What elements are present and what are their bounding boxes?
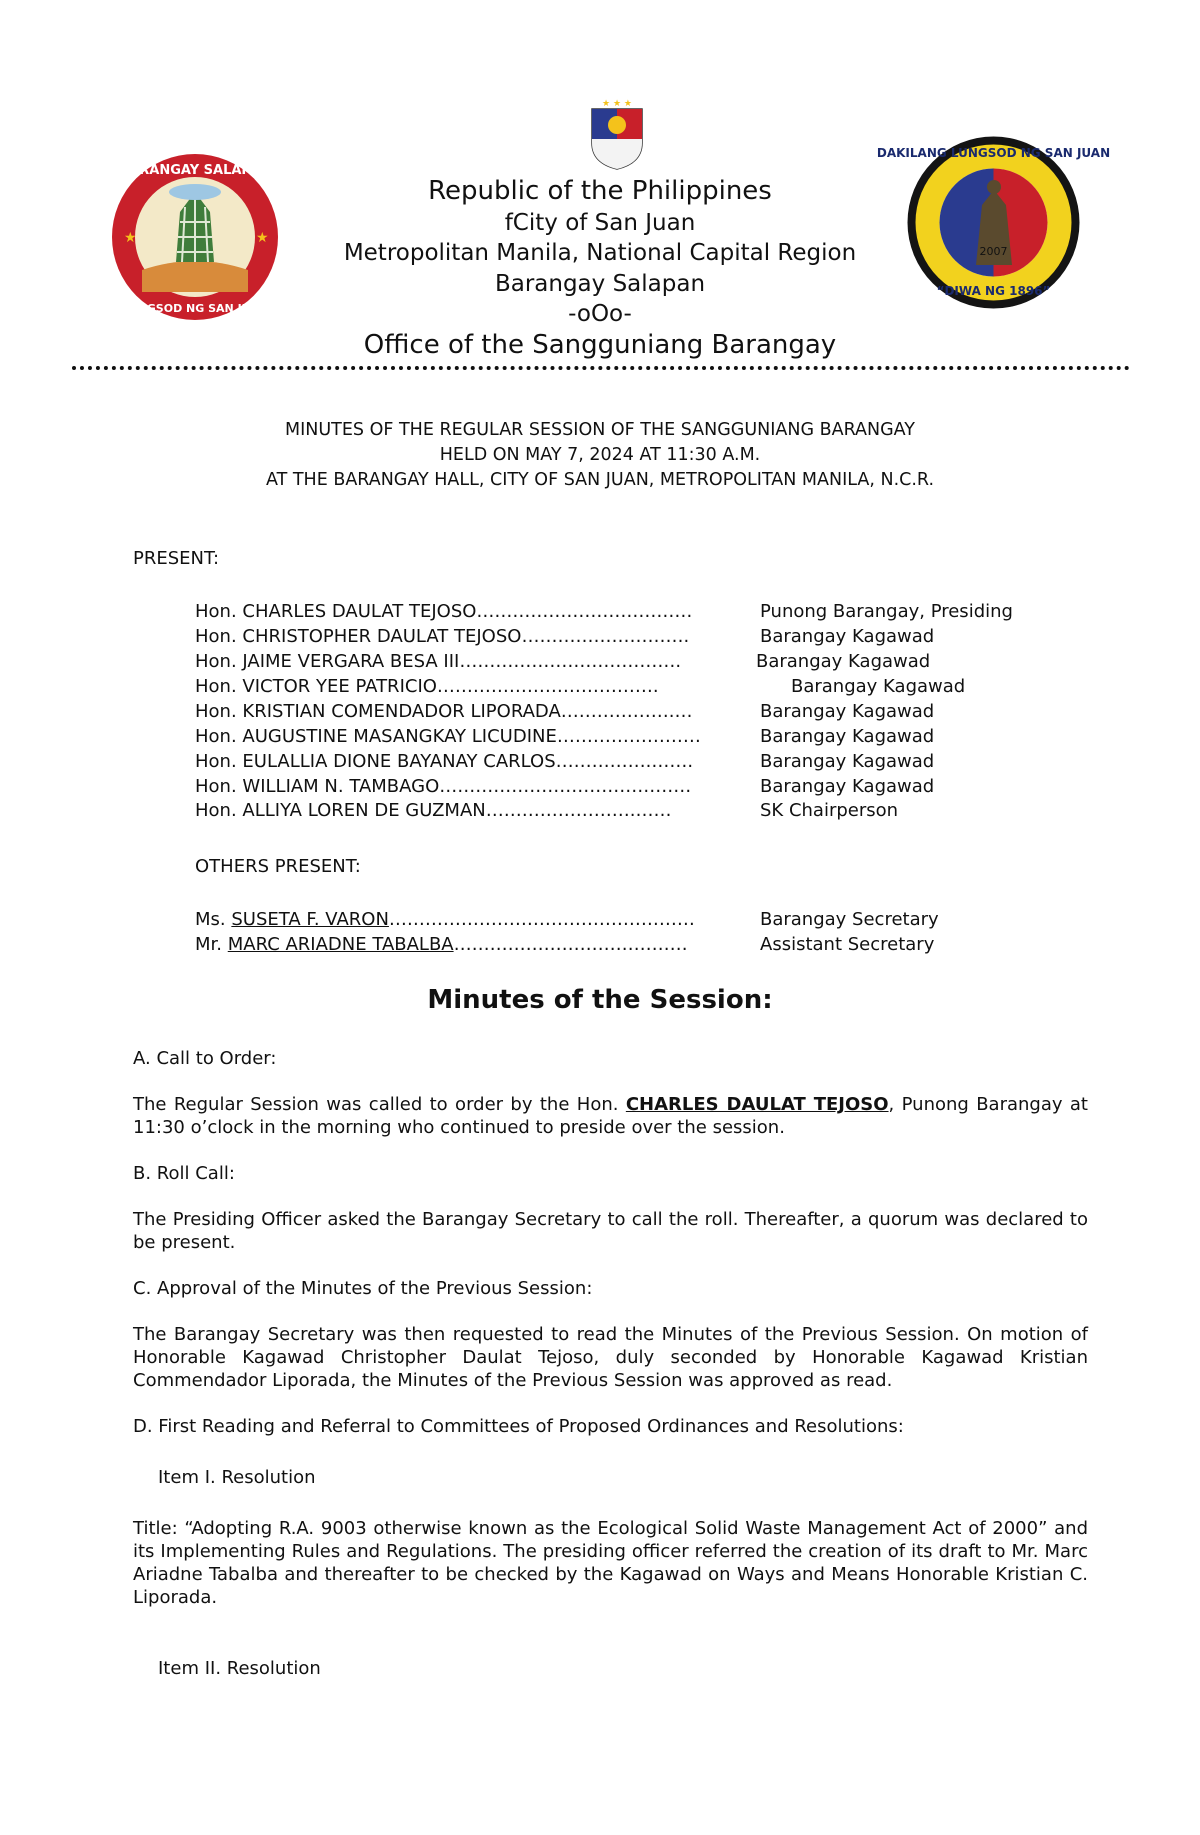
svg-text:★: ★ [256,230,269,246]
header-divider [72,366,1130,370]
member-role: Barangay Kagawad [760,776,935,797]
member-role: Barangay Kagawad [760,701,935,722]
section-b-text: The Presiding Officer asked the Barangay Secretary to call the roll. Thereafter, a quorum was declared to be present. [133,1209,1088,1253]
item-1-text: Title: “Adopting R.A. 9003 otherwise known as the Ecological Solid Waste Management Act of 2000” and its Implementing Rules and Regulations. The presiding officer referred the creation of its draft to Mr. Marc Ariadne Tabalba and thereafter to be checked by the Kagawad on Ways and Means Honorable Kristian C. Liporada. [133,1518,1088,1608]
member-role: Barangay Kagawad [760,726,935,747]
header-separator: -oOo- [568,301,632,327]
member-name: Hon. CHARLES DAULAT TEJOSO……………………………… [195,601,693,622]
member-name: Hon. ALLIYA LOREN DE GUZMAN…………………….…… [195,800,672,821]
section-c-heading: C. Approval of the Minutes of the Previous Session: [133,1278,593,1299]
minutes-title-line-2: HELD ON MAY 7, 2024 AT 11:30 A.M. [439,445,761,465]
list-item [195,651,1095,675]
header-region: Metropolitan Manila, National Capital Region [343,240,857,266]
header-office: Office of the Sangguniang Barangay [363,330,837,360]
header-barangay: Barangay Salapan [494,271,706,297]
list-item [195,751,1095,775]
list-item [195,726,1095,750]
svg-text:BARANGAY SALAPAN: BARANGAY SALAPAN [119,163,271,178]
present-label: PRESENT: [133,548,220,569]
member-role: Barangay Kagawad [760,751,935,772]
member-name: Hon. KRISTIAN COMENDADOR LIPORADA……………….… [195,701,693,722]
svg-text:LUNGSOD NG SAN JUAN: LUNGSOD NG SAN JUAN [122,302,268,315]
list-item [195,626,1095,650]
item-1-heading: Item I. Resolution [158,1467,316,1488]
section-a-text: The Regular Session was called to order by the Hon. CHARLES DAULAT TEJOSO, Punong Barangay at 11:30 o’clock in the morning who continued to preside over the session. [133,1094,1088,1138]
list-item [195,601,1095,625]
others-present-label: OTHERS PRESENT: [195,856,361,877]
svg-text:★: ★ [124,230,137,246]
list-item [195,934,1095,958]
member-role: Barangay Secretary [760,909,939,930]
member-role: Barangay Kagawad [760,626,935,647]
minutes-title-line-3: AT THE BARANGAY HALL, CITY OF SAN JUAN, METROPOLITAN MANILA, N.C.R. [265,470,935,490]
member-role: Assistant Secretary [760,934,935,955]
member-name: Hon. CHRISTOPHER DAULAT TEJOSO………………………. [195,626,690,647]
header-city: fCity of San Juan [504,210,696,236]
philippine-seal [584,95,650,171]
svg-text:★ ★ ★: ★ ★ ★ [602,99,632,109]
session-title: Minutes of the Session: [427,985,773,1015]
minutes-title-line-1: MINUTES OF THE REGULAR SESSION OF THE SANGGUNIANG BARANGAY [285,420,915,440]
item-2-heading: Item II. Resolution [158,1658,321,1679]
member-name: Hon. JAIME VERGARA BESA III………………………………. [195,651,682,672]
section-b-heading: B. Roll Call: [133,1163,235,1184]
header-country: Republic of the Philippines [428,176,772,206]
list-item [195,909,1095,933]
member-name: Hon. WILLIAM N. TAMBAGO…………………………………… [195,776,692,797]
section-a-heading: A. Call to Order: [133,1048,277,1069]
section-d-heading: D. First Reading and Referral to Committees of Proposed Ordinances and Resolutions: [133,1416,904,1437]
member-role: SK Chairperson [760,800,899,821]
member-role: Barangay Kagawad [756,651,931,672]
svg-text:2007: 2007 [979,245,1008,258]
svg-text:DAKILANG LUNGSOD NG SAN JUAN: DAKILANG LUNGSOD NG SAN JUAN [876,146,1111,160]
list-item [195,701,1095,725]
member-name: Hon. VICTOR YEE PATRICIO………………………………. [195,676,659,697]
member-name: Hon. EULALLIA DIONE BAYANAY CARLOS…………….……. [195,751,694,772]
list-item [195,676,1095,700]
list-item [195,800,1095,824]
member-role: Barangay Kagawad [791,676,966,697]
member-role: Punong Barangay, Presiding [760,601,1013,622]
member-name: Mr. MARC ARIADNE TABALBA………………………………… [195,934,688,955]
svg-text:“DIWA NG 1896”: “DIWA NG 1896” [936,284,1051,298]
section-c-text: The Barangay Secretary was then requested to read the Minutes of the Previous Session. On motion of Honorable Kagawad Christopher Daulat Tejoso, duly seconded by Honorable Kagawad Kristian Commendador Liporada, the Minutes of the Previous Session was approved as read. [133,1324,1088,1391]
member-name: Hon. AUGUSTINE MASANGKAY LICUDINE…………………… [195,726,701,747]
list-item [195,776,1095,800]
member-name: Ms. SUSETA F. VARON…………………………………………… [195,909,695,930]
